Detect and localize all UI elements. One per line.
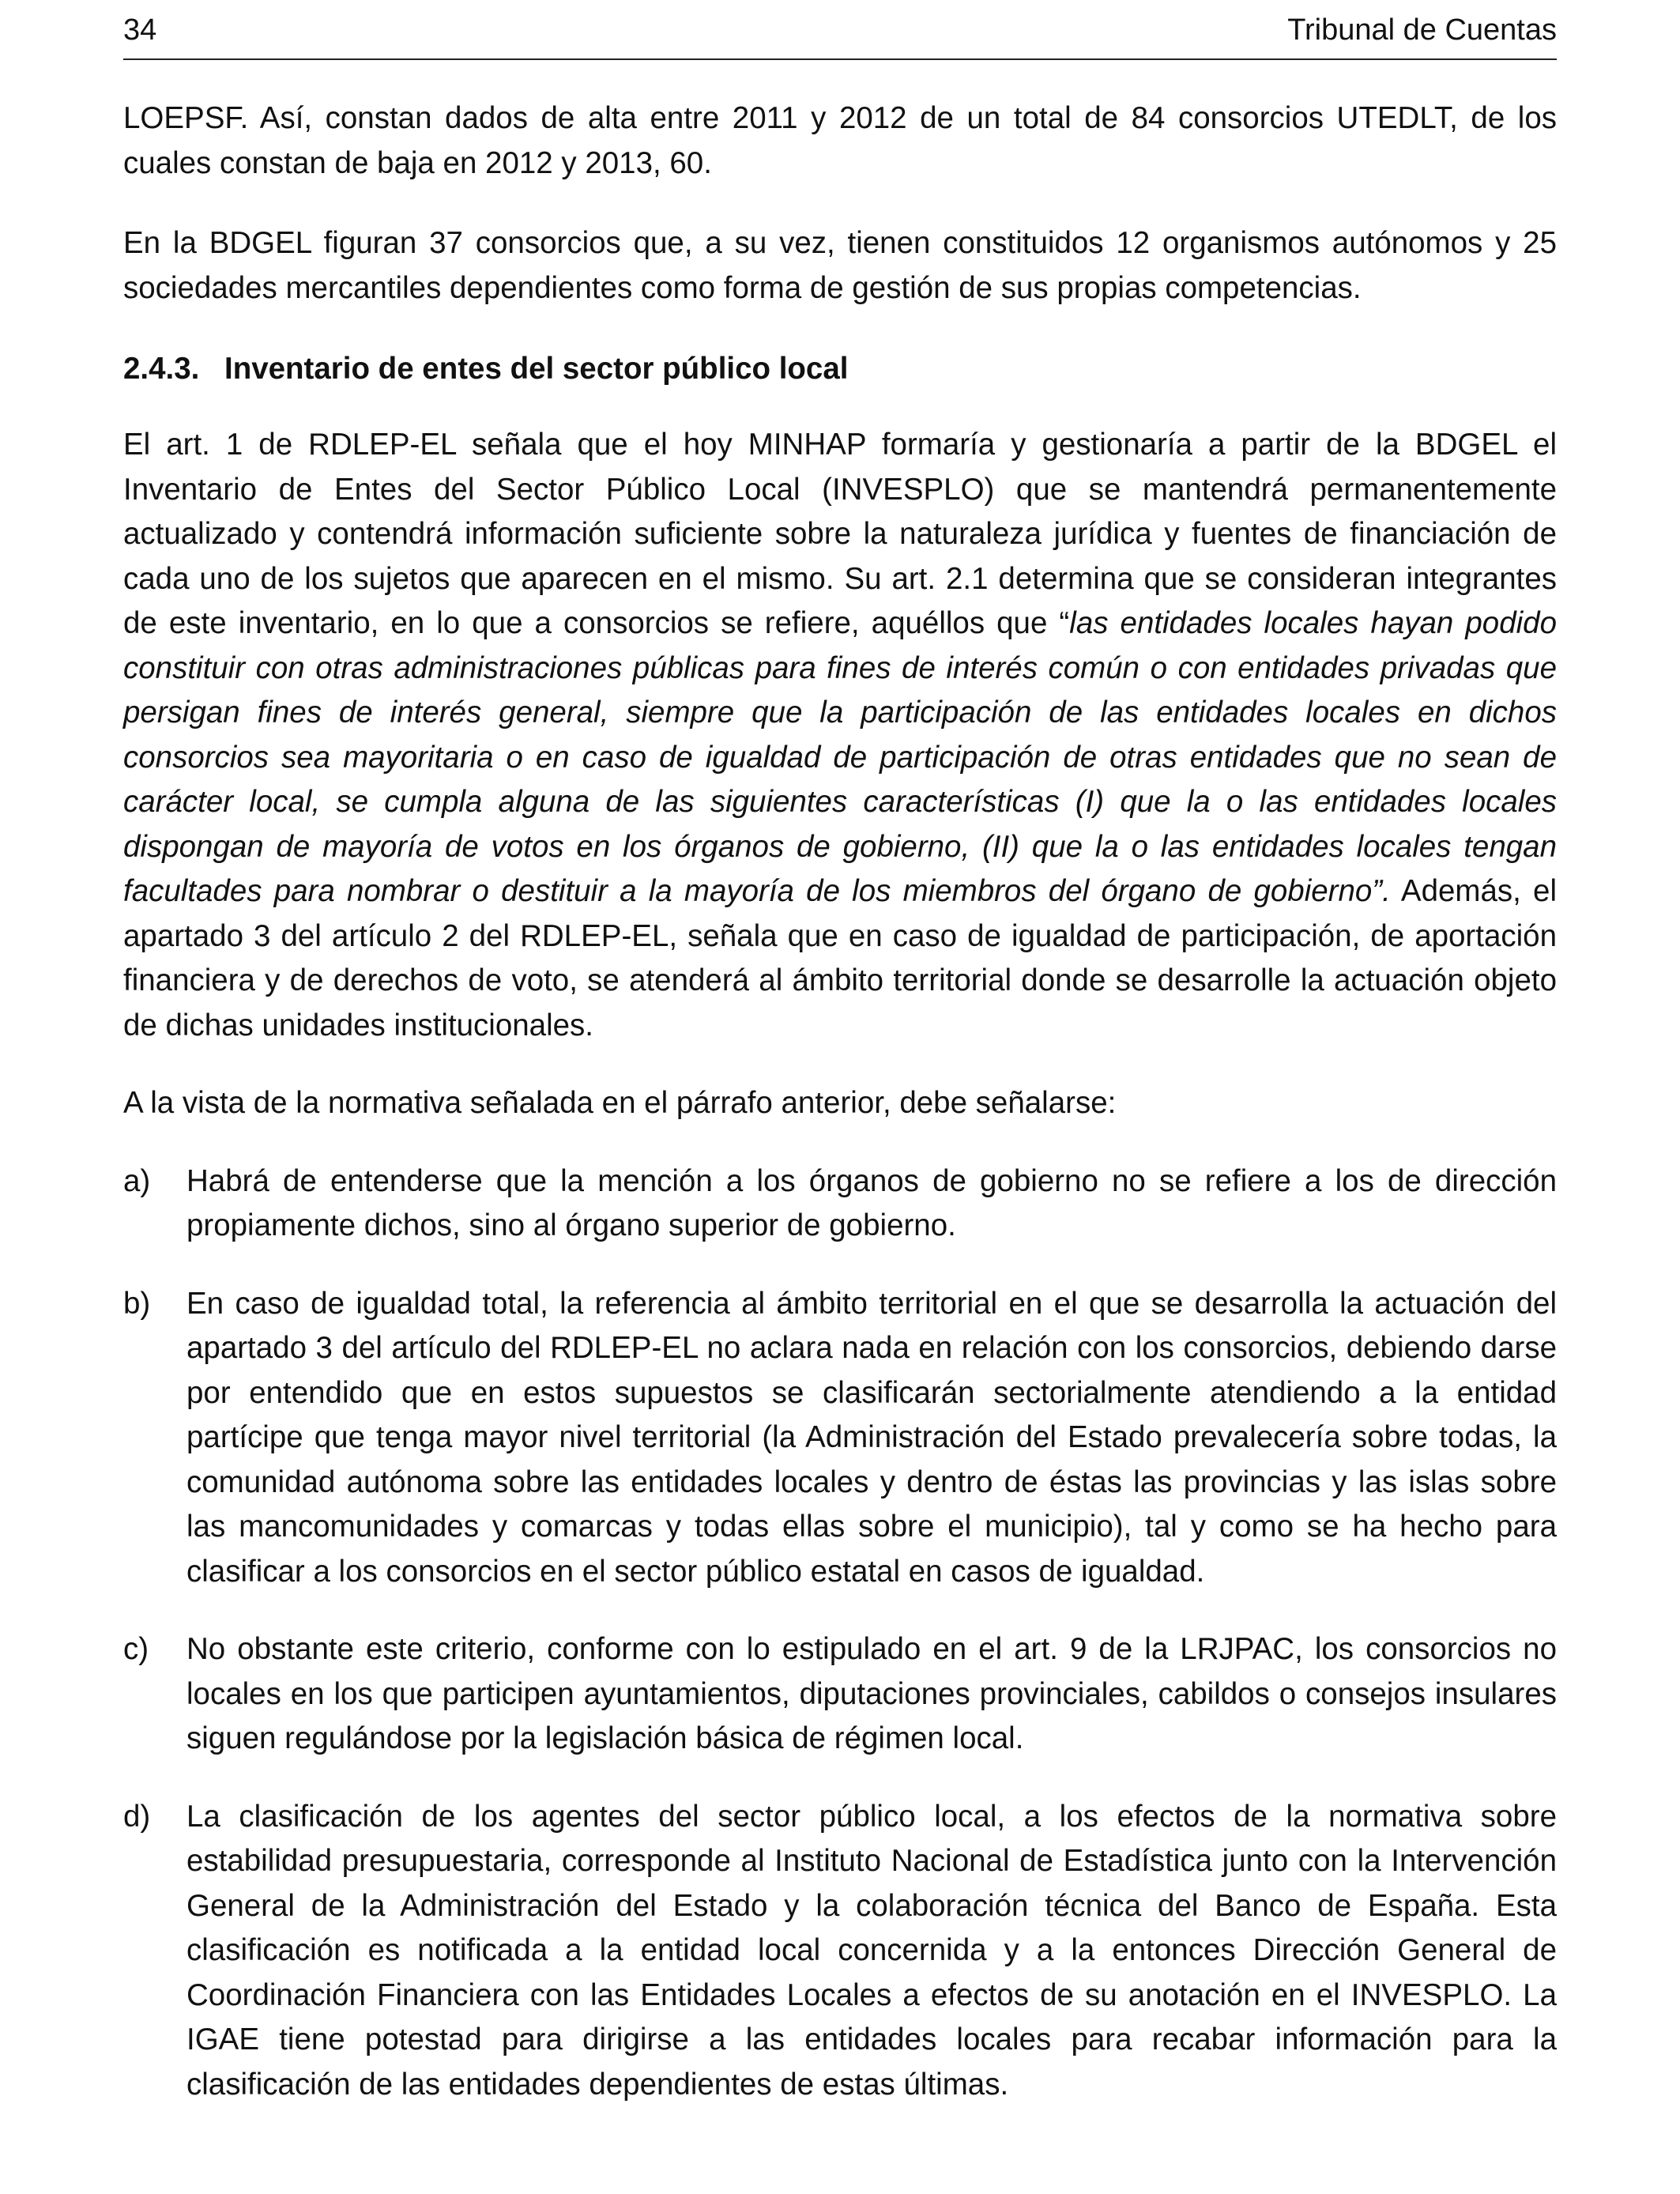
list-item xyxy=(123,1627,1557,1762)
criteria-list xyxy=(123,1159,1557,2108)
page-header xyxy=(123,0,1557,60)
list-item xyxy=(123,1795,1557,2108)
document-page xyxy=(123,0,1557,2140)
section-title: Inventario de entes del sector público local xyxy=(224,352,849,386)
section-heading xyxy=(123,347,1557,391)
list-item-letter: b) xyxy=(123,1286,151,1321)
page-number: 34 xyxy=(123,13,157,47)
paragraph-normativa: A la vista de la normativa señalada en el párrafo anterior, debe señalarse: xyxy=(123,1086,1117,1120)
list-item-text: En caso de igualdad total, la referencia al ámbito territorial en el que se desarrolla la actuación del apartado 3 del artículo del RDLEP-EL no aclara nada en relación con los consorcios, debiendo darse por entendido que en estos supuestos se clasificarán sectorialmente atendiendo a la entidad partícipe que tenga mayor nivel territorial (la Administración del Estado prevalecería sobre todas, la comunidad autónoma sobre las entidades locales y dentro de éstas las provincias y las islas sobre las mancomunidades y comarcas y todas ellas sobre el municipio), tal y como se ha hecho para clasificar a los consorcios en el sector público estatal en casos de igualdad. xyxy=(186,1286,1557,1589)
list-item xyxy=(123,1159,1557,1249)
paragraph-invesplo-rest: Además, el apartado 3 del artículo 2 del RDLEP-EL, señala que en caso de igualdad de participación, de aportación financiera y de derechos de voto, se atenderá al ámbito territorial donde se desarrolle la actuación objeto de dichas unidades institucionales. xyxy=(123,874,1557,1042)
list-item-text: La clasificación de los agentes del sector público local, a los efectos de la normativa sobre estabilidad presupuestaria, corresponde al Instituto Nacional de Estadística junto con la Intervención General de la Administración del Estado y la colaboración técnica del Banco de España. Esta clasificación es notificada a la entidad local concernida y a la entonces Dirección General de Coordinación Financiera con las Entidades Locales a efectos de su anotación en el INVESPLO. La IGAE tiene potestad para dirigirse a las entidades locales para recabar información para la clasificación de las entidades dependientes de estas últimas. xyxy=(186,1799,1557,2102)
list-item-text: Habrá de entenderse que la mención a los órganos de gobierno no se refiere a los de dirección propiamente dichos, sino al órgano superior de gobierno. xyxy=(186,1163,1557,1242)
section-number: 2.4.3. xyxy=(123,352,200,386)
list-item xyxy=(123,1282,1557,1595)
paragraph-consorcios-alta: LOEPSF. Así, constan dados de alta entre 2011 y 2012 de un total de 84 consorcios UTEDLT, de los cuales constan de baja en 2012 y 2013, 60. xyxy=(123,101,1557,180)
list-item-letter: a) xyxy=(123,1163,151,1198)
running-title: Tribunal de Cuentas xyxy=(1287,13,1557,47)
paragraph-consorcios-bdgel: En la BDGEL figuran 37 consorcios que, a su vez, tienen constituidos 12 organismos autónomos y 25 sociedades mercantiles dependientes como forma de gestión de sus propias competencias. xyxy=(123,226,1557,305)
paragraph-invesplo-quote: las entidades locales hayan podido constituir con otras administraciones públicas para fines de interés común o con entidades privadas que persigan fines de interés general, siempre que la participación de las entidades locales en dichos consorcios sea mayoritaria o en caso de igualdad de participación de otras entidades que no sean de carácter local, se cumpla alguna de las siguientes características (I) que la o las entidades locales dispongan de mayoría de votos en los órganos de gobierno, (II) que la o las entidades locales tengan facultades para nombrar o destituir a la mayoría de los miembros del órgano de gobierno”. xyxy=(123,606,1558,908)
document-body xyxy=(123,96,1557,2107)
list-item-letter: c) xyxy=(123,1632,149,1666)
list-item-letter: d) xyxy=(123,1799,151,1834)
paragraph-invesplo-intro: El art. 1 de RDLEP-EL señala que el hoy MINHAP formaría y gestionaría a partir de la BDGEL el Inventario de Entes del Sector Público Local (INVESPLO) que se mantendrá permanentemente actualizado y contendrá información suficiente sobre la naturaleza jurídica y fuentes de financiación de cada uno de los sujetos que aparecen en el mismo. Su art. 2.1 determina que se consideran integrantes de este inventario, en lo que a consorcios se refiere, aquéllos que “ xyxy=(123,428,1557,640)
paragraph-invesplo xyxy=(123,423,1557,1048)
list-item-text: No obstante este criterio, conforme con lo estipulado en el art. 9 de la LRJPAC, los consorcios no locales en los que participen ayuntamientos, diputaciones provinciales, cabildos o consejos insulares siguen regulándose por la legislación básica de régimen local. xyxy=(186,1632,1557,1755)
